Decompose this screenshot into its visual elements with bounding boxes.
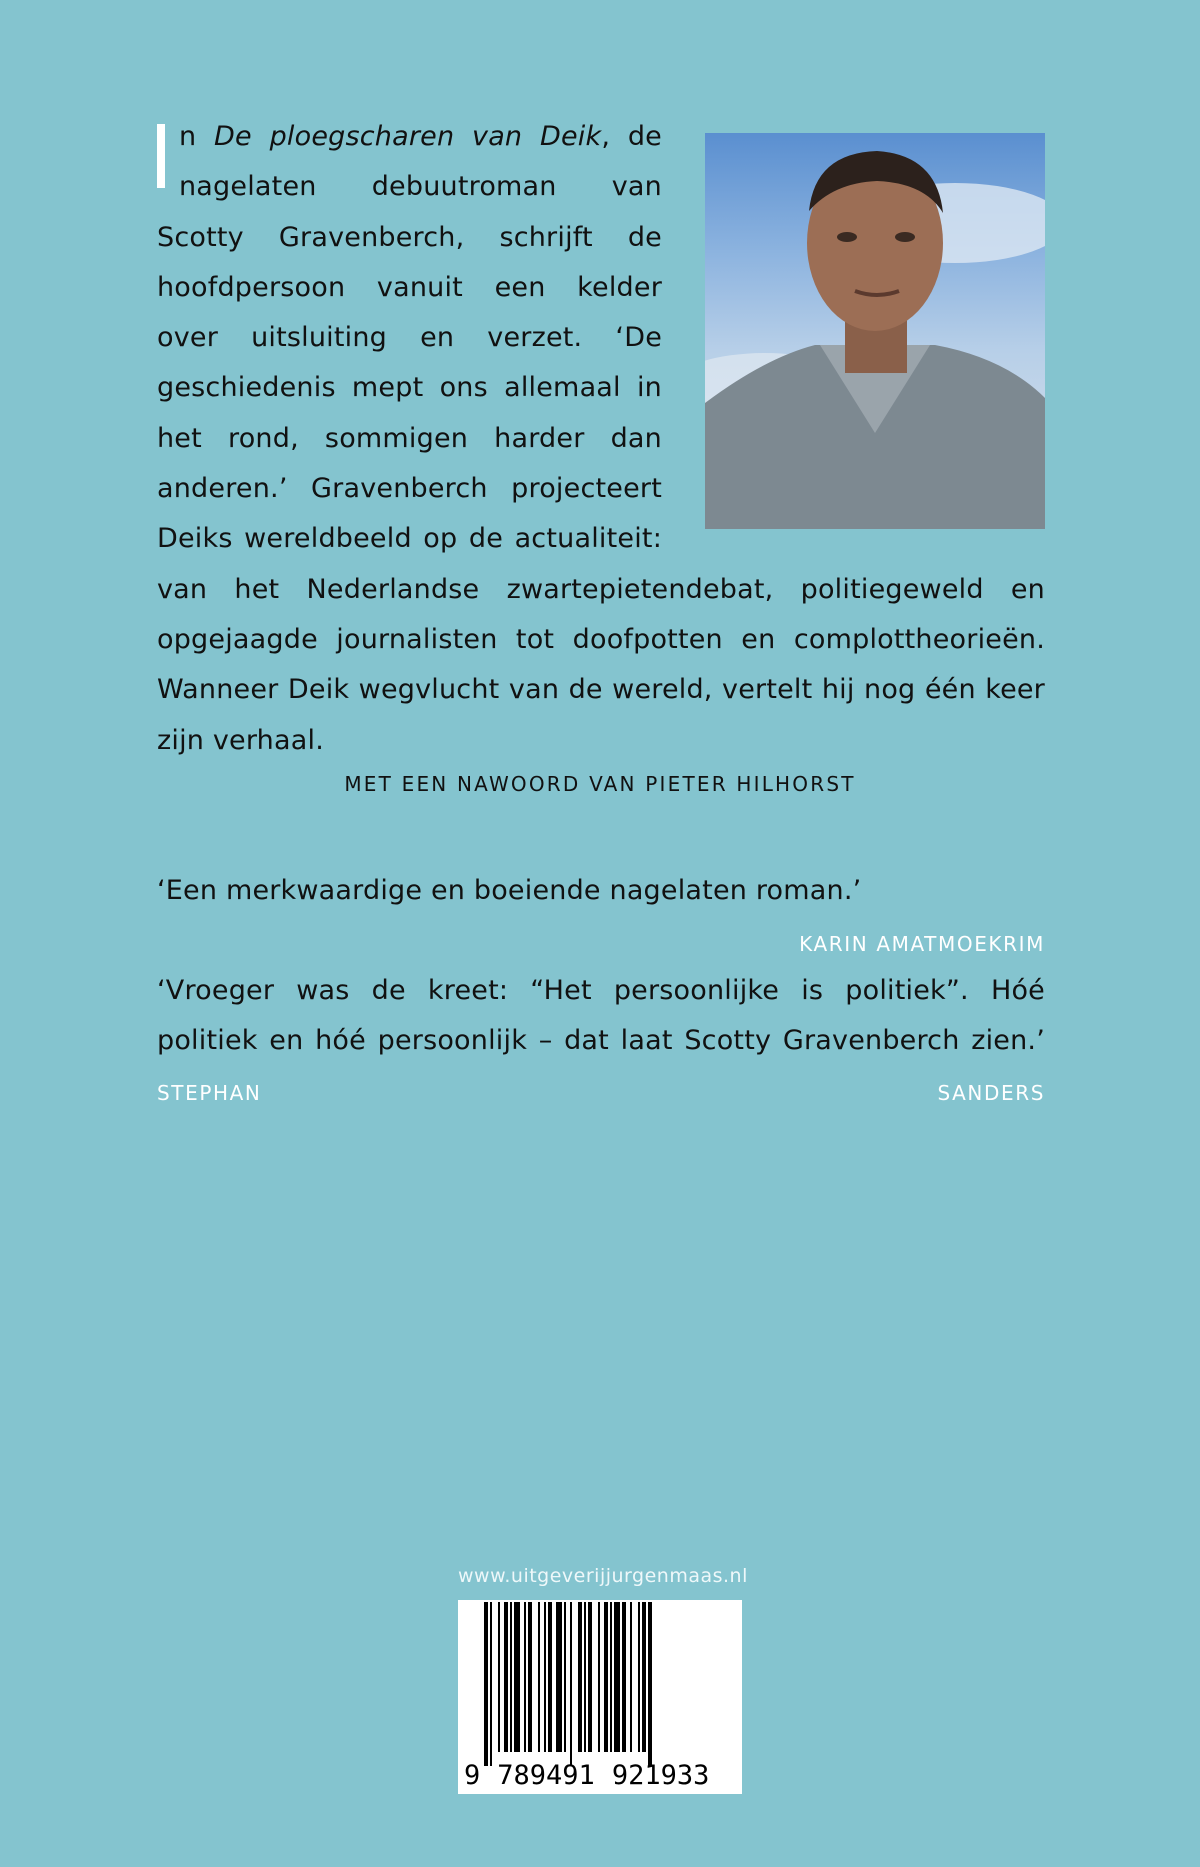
barcode-bar — [584, 1602, 586, 1752]
barcode-bar — [604, 1602, 608, 1752]
barcode-bar — [528, 1602, 532, 1752]
barcode-bar — [504, 1602, 508, 1752]
blurb-body: , de nagelaten debuutroman van Scotty Gravenberch, schrijft de hoofdpersoon vanuit een kelder over uitsluiting en verzet. ‘De geschiedenis mept ons allemaal in het rond, sommigen harder dan anderen.’ Gravenberch projecteert Deiks wereldbeeld op de actualiteit: van het Nederlandse zwartepietendebat, politiegeweld en opgejaagde journalisten tot doofpotten en complottheorieën. Wanneer Deik wegvlucht van de wereld, vertelt hij nog één keer zijn verhaal. — [157, 121, 1045, 756]
author-portrait-image — [705, 133, 1045, 529]
book-title: De ploegscharen van Deik — [214, 121, 602, 152]
barcode-bar — [648, 1602, 652, 1766]
barcode-bar — [588, 1602, 592, 1752]
barcode-bar — [556, 1602, 562, 1752]
isbn-group-2: 921933 — [611, 1760, 710, 1791]
barcode-bar — [642, 1602, 646, 1752]
initial-letter-bar — [157, 124, 165, 188]
barcode-bar — [490, 1602, 492, 1766]
barcode-bar — [544, 1602, 546, 1752]
isbn-barcode — [458, 1600, 742, 1794]
quote-attribution: KARIN AMATMOEKRIM — [799, 932, 1045, 957]
quote-text: ‘Een merkwaardige en boeiende nagelaten roman.’ — [157, 875, 862, 906]
author-photo — [705, 133, 1045, 529]
barcode-bar — [598, 1602, 600, 1752]
review-quote — [157, 966, 1045, 1118]
isbn-group-1: 789491 — [497, 1760, 595, 1791]
nawoord-credit: MET EEN NAWOORD VAN PIETER HILHORST — [344, 772, 856, 796]
barcode-bar — [610, 1602, 612, 1752]
barcode-bar — [614, 1602, 620, 1752]
barcode-bar — [548, 1602, 552, 1752]
barcode-bar — [514, 1602, 520, 1752]
isbn-first: 9 — [464, 1760, 481, 1791]
barcode-bar — [638, 1602, 640, 1752]
barcode-bar — [630, 1602, 632, 1752]
barcode-bar — [510, 1602, 512, 1752]
isbn-number — [458, 1760, 742, 1791]
blurb-text — [157, 112, 1045, 766]
barcode-bar — [564, 1602, 566, 1752]
review-quote — [157, 866, 1045, 970]
publisher-website[interactable]: www.uitgeverijjurgenmaas.nl — [458, 1565, 748, 1587]
barcode-bar — [622, 1602, 626, 1752]
barcode-bar — [484, 1602, 488, 1766]
quote-text: ‘Vroeger was de kreet: “Het persoonlijke is politiek”. Hóé politiek en hóé persoonlijk – dat laat Scotty Gravenberch zien.’ — [157, 975, 1045, 1057]
barcode-bar — [524, 1602, 526, 1752]
barcode-bar — [538, 1602, 540, 1752]
blurb-lead: n — [179, 121, 215, 152]
barcode-bar — [498, 1602, 500, 1752]
barcode-bar — [578, 1602, 582, 1752]
barcode-bar — [570, 1602, 572, 1766]
quote-attribution: STEPHAN SANDERS — [157, 1080, 1045, 1105]
